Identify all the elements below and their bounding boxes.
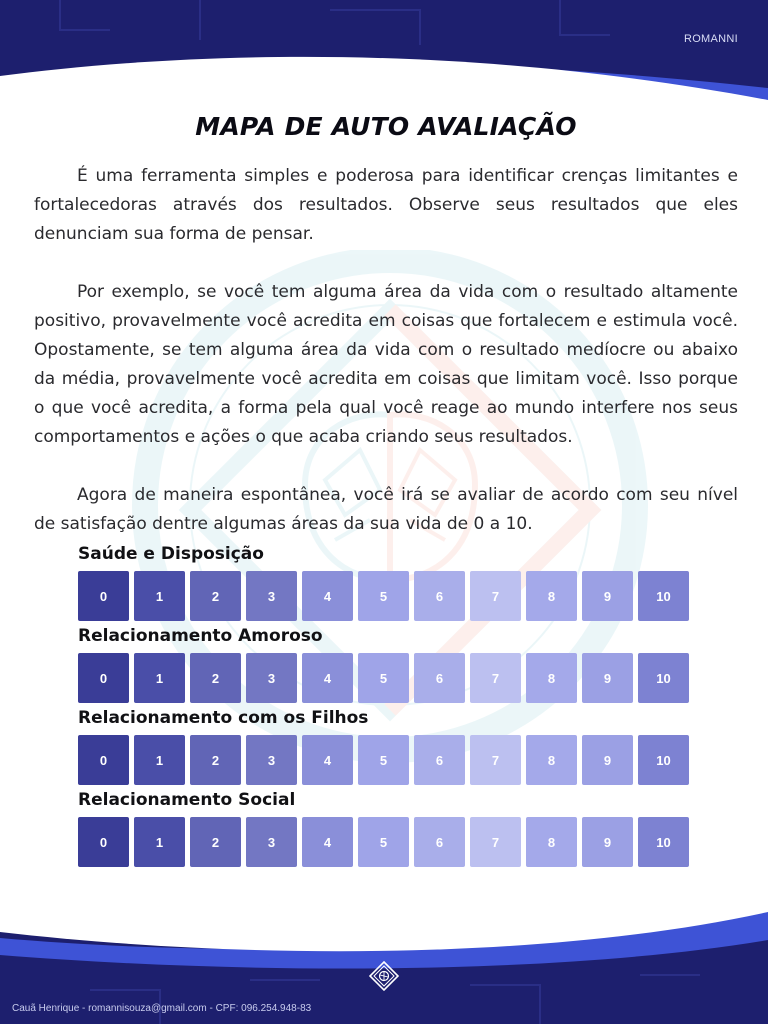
category-title: Relacionamento Amoroso [78, 626, 323, 646]
rating-cell-2[interactable]: 2 [190, 817, 241, 867]
rating-cell-7[interactable]: 7 [470, 571, 521, 621]
rating-cell-3[interactable]: 3 [246, 817, 297, 867]
rating-cell-5[interactable]: 5 [358, 817, 409, 867]
rating-cell-10[interactable]: 10 [638, 653, 689, 703]
category-title: Relacionamento Social [78, 790, 296, 810]
rating-cell-2[interactable]: 2 [190, 735, 241, 785]
paragraph-example: Por exemplo, se você tem alguma área da vida com o resultado altamente positivo, provavelmente você acredita em coisas que fortalecem e estimula você. Opostamente, se tem alguma área da vida com o resultado medíocre ou abaixo da média, provavelmente você acredita em coisas que limitam você. Isso porque o que você acredita, a forma pela qual você reage ao mundo interfere nos seus comportamentos e ações o que acaba criando seus resultados. [34, 282, 738, 447]
rating-cell-6[interactable]: 6 [414, 653, 465, 703]
rating-cell-9[interactable]: 9 [582, 571, 633, 621]
rating-cell-6[interactable]: 6 [414, 817, 465, 867]
category-social [78, 787, 738, 867]
rating-cell-7[interactable]: 7 [470, 817, 521, 867]
rating-cell-4[interactable]: 4 [302, 817, 353, 867]
rating-cell-1[interactable]: 1 [134, 735, 185, 785]
rating-cell-10[interactable]: 10 [638, 817, 689, 867]
rating-scale [78, 653, 738, 703]
rating-cell-1[interactable]: 1 [134, 653, 185, 703]
category-romantic [78, 623, 738, 703]
rating-cell-1[interactable]: 1 [134, 817, 185, 867]
rating-cell-0[interactable]: 0 [78, 571, 129, 621]
rating-cell-0[interactable]: 0 [78, 735, 129, 785]
rating-cell-10[interactable]: 10 [638, 735, 689, 785]
rating-cell-0[interactable]: 0 [78, 653, 129, 703]
rating-cell-3[interactable]: 3 [246, 735, 297, 785]
rating-cell-6[interactable]: 6 [414, 571, 465, 621]
rating-cell-7[interactable]: 7 [470, 735, 521, 785]
brain-diamond-icon [369, 961, 399, 991]
category-title: Relacionamento com os Filhos [78, 708, 369, 728]
rating-cell-4[interactable]: 4 [302, 735, 353, 785]
rating-cell-1[interactable]: 1 [134, 571, 185, 621]
category-health [78, 541, 738, 621]
rating-cell-10[interactable]: 10 [638, 571, 689, 621]
category-children [78, 705, 738, 785]
main-content [34, 112, 738, 867]
rating-cell-2[interactable]: 2 [190, 653, 241, 703]
rating-cell-4[interactable]: 4 [302, 653, 353, 703]
paragraph-intro: É uma ferramenta simples e poderosa para identificar crenças limitantes e fortalecedoras através dos resultados. Observe seus resultados que eles denunciam sua forma de pensar. [34, 166, 738, 244]
category-title: Saúde e Disposição [78, 544, 264, 564]
rating-cell-6[interactable]: 6 [414, 735, 465, 785]
rating-cell-5[interactable]: 5 [358, 653, 409, 703]
rating-cell-8[interactable]: 8 [526, 653, 577, 703]
rating-cell-9[interactable]: 9 [582, 735, 633, 785]
rating-scale [78, 817, 738, 867]
rating-scale [78, 735, 738, 785]
rating-cell-9[interactable]: 9 [582, 817, 633, 867]
brand-label: ROMANNI [683, 33, 738, 45]
rating-cell-3[interactable]: 3 [246, 571, 297, 621]
rating-cell-2[interactable]: 2 [190, 571, 241, 621]
rating-cell-5[interactable]: 5 [358, 735, 409, 785]
rating-cell-8[interactable]: 8 [526, 735, 577, 785]
rating-cell-4[interactable]: 4 [302, 571, 353, 621]
rating-cell-3[interactable]: 3 [246, 653, 297, 703]
rating-cell-0[interactable]: 0 [78, 817, 129, 867]
rating-scale [78, 571, 738, 621]
paragraph-instruction: Agora de maneira espontânea, você irá se avaliar de acordo com seu nível de satisfação dentre algumas áreas da sua vida de 0 a 10. [34, 485, 738, 534]
rating-cell-7[interactable]: 7 [470, 653, 521, 703]
page-title: MAPA DE AUTO AVALIAÇÃO [195, 112, 577, 141]
rating-cell-9[interactable]: 9 [582, 653, 633, 703]
rating-cell-8[interactable]: 8 [526, 571, 577, 621]
footer-credit: Cauã Henrique - romannisouza@gmail.com - CPF: 096.254.948-83 [12, 1003, 312, 1014]
rating-cell-5[interactable]: 5 [358, 571, 409, 621]
rating-cell-8[interactable]: 8 [526, 817, 577, 867]
